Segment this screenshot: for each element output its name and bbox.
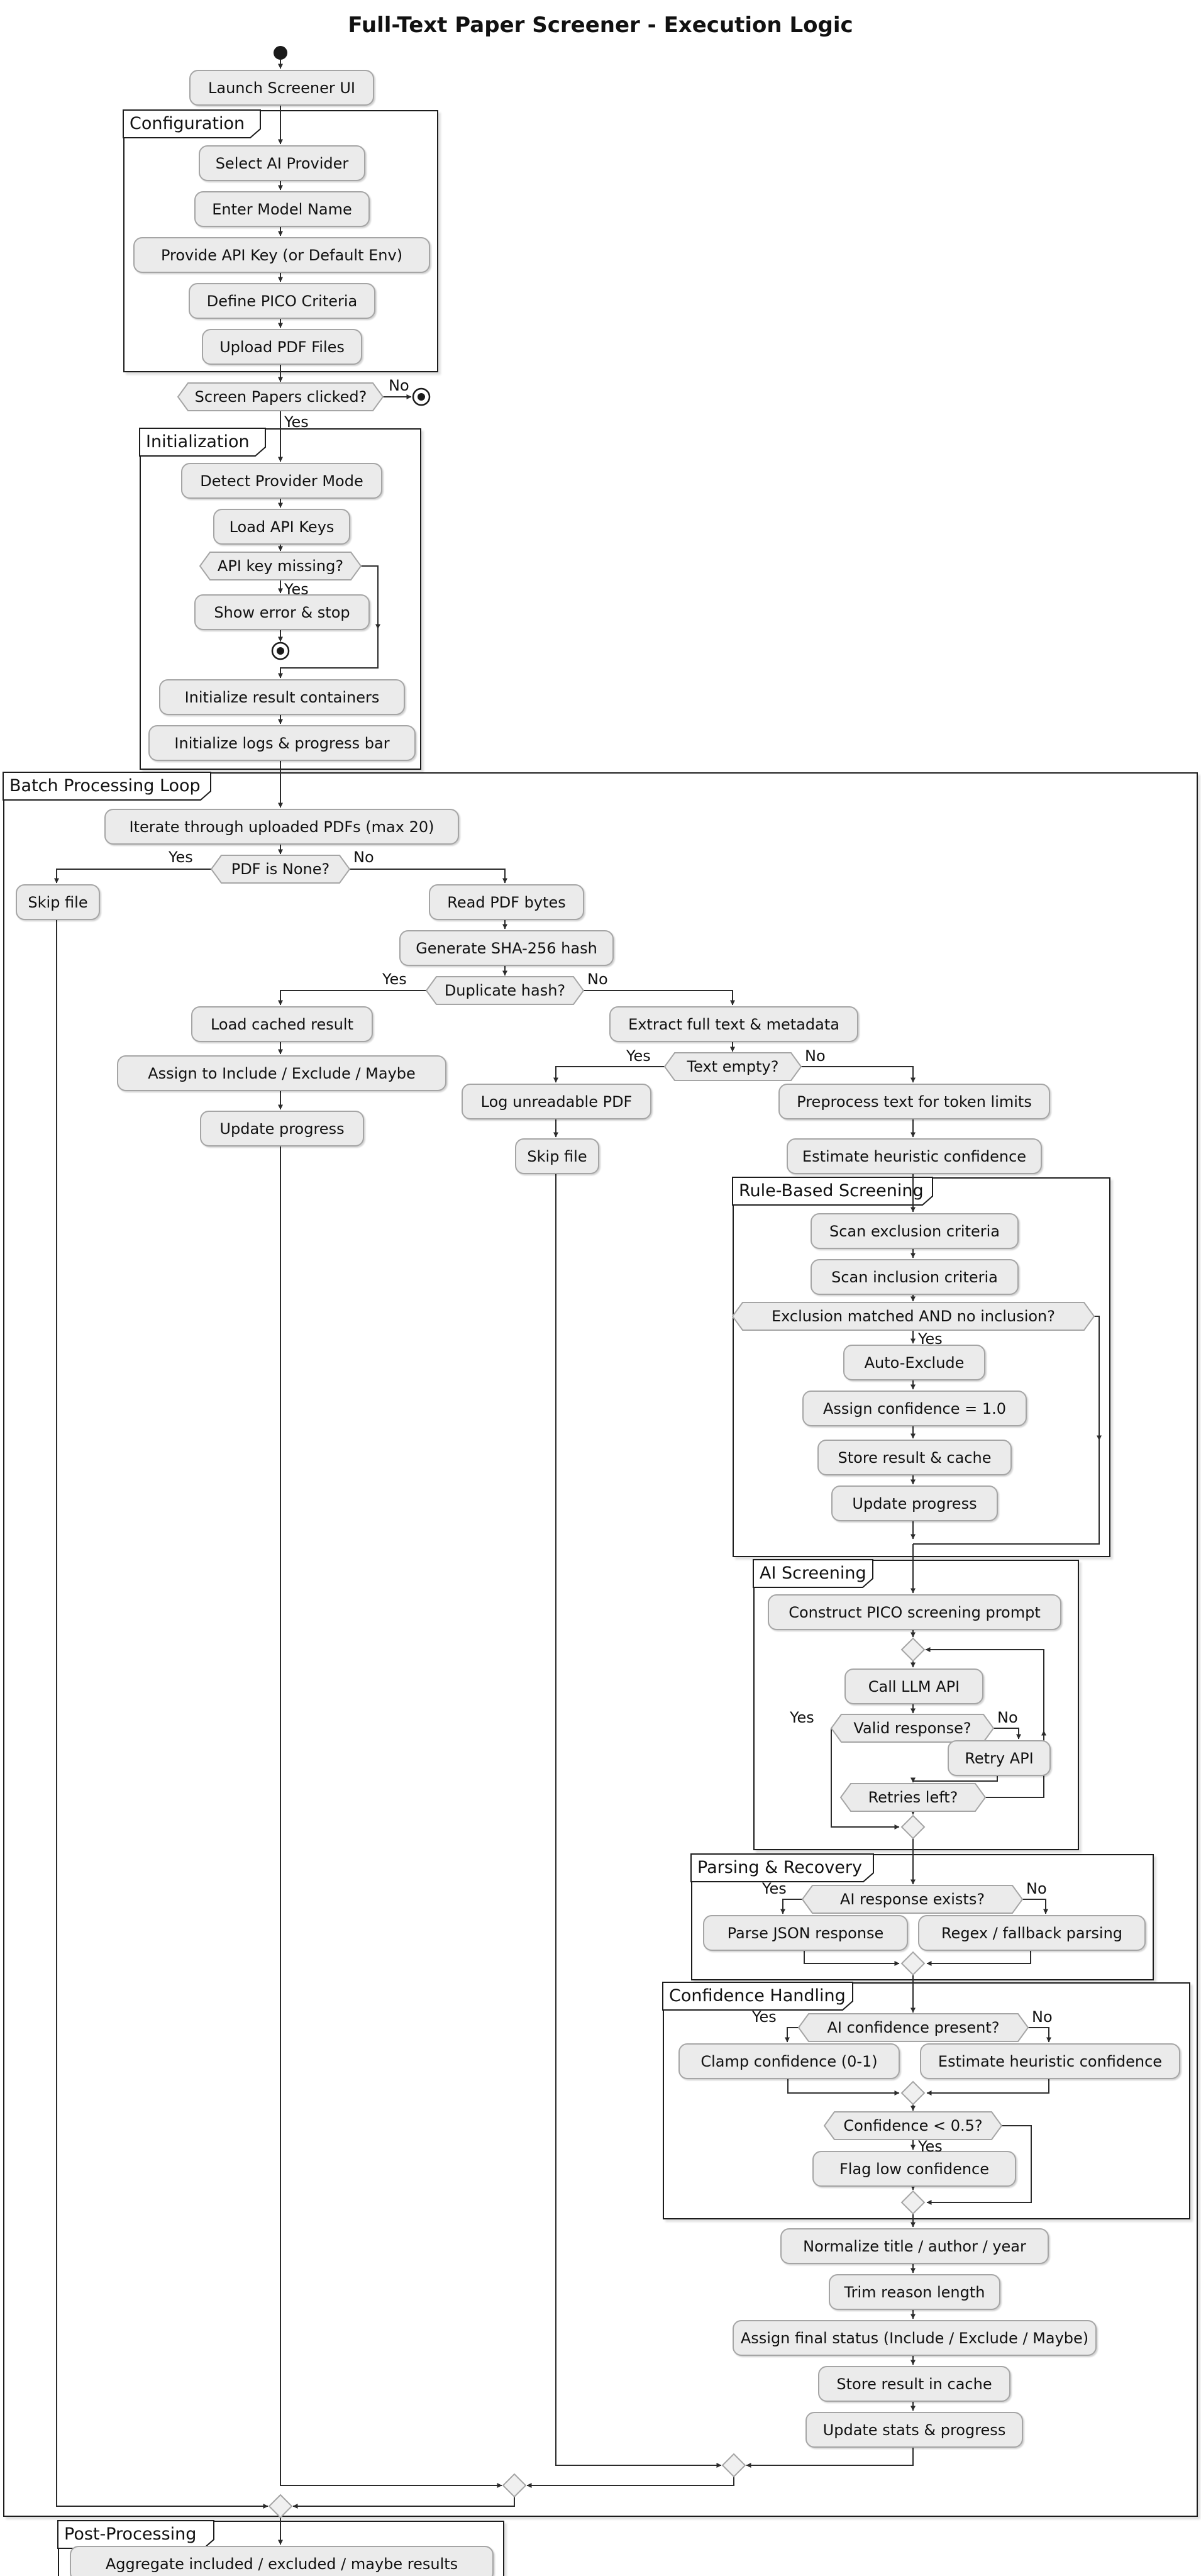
activity-generate-sha256: Generate SHA-256 hash	[399, 930, 614, 966]
activity-read-pdf-bytes: Read PDF bytes	[429, 884, 584, 920]
activity-detect-provider-mode: Detect Provider Mode	[181, 463, 382, 499]
activity-construct-pico-prompt: Construct PICO screening prompt	[768, 1594, 1061, 1630]
edge-label-no-text-empty: No	[805, 1047, 826, 1065]
activity-normalize-title-author-year: Normalize title / author / year	[780, 2228, 1049, 2264]
activity-log-unreadable-pdf: Log unreadable PDF	[462, 1084, 651, 1119]
activity-init-result-containers: Initialize result containers	[159, 679, 405, 715]
activity-update-stats-progress: Update stats & progress	[805, 2412, 1023, 2448]
activity-upload-pdf-files: Upload PDF Files	[202, 329, 362, 365]
activity-load-api-keys: Load API Keys	[213, 509, 350, 545]
partition-label-ai-screening: AI Screening	[760, 1563, 866, 1583]
edge-label-no-valid: No	[997, 1709, 1018, 1726]
merge-diamond-bottom-middle	[503, 2474, 526, 2497]
activity-assign-final-status: Assign final status (Include / Exclude / Maybe)	[733, 2320, 1097, 2356]
activity-store-result-in-cache: Store result in cache	[818, 2366, 1010, 2402]
edge-label-no-pdf-none: No	[353, 848, 374, 866]
partition-label-initialization: Initialization	[146, 432, 250, 452]
activity-retry-api: Retry API	[948, 1740, 1051, 1776]
activity-enter-model-name: Enter Model Name	[194, 191, 370, 227]
activity-launch-screener-ui: Launch Screener UI	[189, 70, 374, 106]
partition-label-batch-processing-loop: Batch Processing Loop	[9, 776, 201, 796]
decision-exclusion-matched: Exclusion matched AND no inclusion?	[771, 1307, 1055, 1325]
activity-call-llm-api: Call LLM API	[844, 1668, 983, 1704]
edge-label-no-duplicate: No	[587, 970, 608, 988]
activity-update-progress-rule: Update progress	[831, 1485, 998, 1521]
decision-text-empty: Text empty?	[687, 1058, 779, 1075]
activity-aggregate-results: Aggregate included / excluded / maybe results	[70, 2546, 494, 2576]
edge-label-yes-screen: Yes	[284, 413, 309, 431]
activity-scan-exclusion-criteria: Scan exclusion criteria	[811, 1213, 1019, 1249]
activity-auto-exclude: Auto-Exclude	[843, 1345, 985, 1380]
activity-provide-api-key: Provide API Key (or Default Env)	[133, 237, 430, 273]
edge-label-no-ai-confidence: No	[1032, 2008, 1053, 2026]
activity-estimate-heuristic-confidence-2: Estimate heuristic confidence	[920, 2043, 1180, 2079]
partition-label-confidence-handling: Confidence Handling	[669, 1986, 846, 2006]
activity-clamp-confidence: Clamp confidence (0-1)	[678, 2043, 900, 2079]
activity-select-ai-provider: Select AI Provider	[199, 145, 365, 181]
edge-label-yes-text-empty: Yes	[626, 1047, 651, 1065]
edge-label-yes-exclusion: Yes	[918, 1330, 943, 1348]
activity-trim-reason-length: Trim reason length	[829, 2274, 1000, 2310]
merge-diamond-bottom-right	[722, 2454, 745, 2477]
decision-duplicate-hash: Duplicate hash?	[444, 982, 566, 999]
edge-label-no-ai-response: No	[1026, 1880, 1047, 1897]
edge-label-yes-valid: Yes	[790, 1709, 814, 1726]
decision-api-key-missing: API key missing?	[217, 557, 344, 575]
edge-label-no-screen: No	[389, 377, 409, 394]
start-node	[274, 46, 287, 60]
merge-diamond-valid-retries	[902, 1816, 924, 1838]
decision-ai-response-exists: AI response exists?	[839, 1890, 985, 1908]
decision-screen-papers-clicked: Screen Papers clicked?	[194, 388, 367, 406]
decision-confidence-low: Confidence < 0.5?	[843, 2117, 983, 2135]
partition-label-parsing-recovery: Parsing & Recovery	[697, 1858, 862, 1877]
decision-pdf-is-none: PDF is None?	[231, 860, 330, 878]
end-node-no-screen	[413, 389, 429, 405]
activity-flag-low-confidence: Flag low confidence	[812, 2151, 1016, 2187]
activity-regex-fallback-parsing: Regex / fallback parsing	[918, 1915, 1146, 1951]
merge-diamond-parsing	[902, 1952, 924, 1975]
activity-preprocess-token-limits: Preprocess text for token limits	[778, 1084, 1050, 1119]
partition-label-rule-based-screening: Rule-Based Screening	[739, 1181, 924, 1201]
edge-label-yes-ai-confidence: Yes	[752, 2008, 777, 2026]
activity-show-error-stop: Show error & stop	[194, 594, 370, 630]
end-node-missing-key	[272, 643, 289, 659]
activity-extract-text-metadata: Extract full text & metadata	[609, 1006, 858, 1042]
diagram-title: Full-Text Paper Screener - Execution Logic	[348, 13, 853, 38]
merge-diamond-llm-loop	[902, 1638, 924, 1661]
activity-store-result-cache: Store result & cache	[817, 1440, 1012, 1475]
decision-ai-confidence-present: AI confidence present?	[827, 2019, 1000, 2036]
partition-label-configuration: Configuration	[130, 114, 245, 133]
edge-label-yes-low-confidence: Yes	[918, 2138, 943, 2155]
edge-label-yes-ai-response: Yes	[762, 1880, 787, 1897]
partition-label-post-processing: Post-Processing	[64, 2524, 197, 2544]
decision-retries-left: Retries left?	[868, 1789, 958, 1806]
activity-scan-inclusion-criteria: Scan inclusion criteria	[811, 1259, 1019, 1295]
activity-skip-file-none: Skip file	[16, 884, 100, 920]
activity-skip-file-unreadable: Skip file	[515, 1138, 599, 1174]
merge-diamond-bottom-left	[269, 2495, 292, 2518]
edge-label-yes-duplicate: Yes	[382, 970, 407, 988]
edge-label-yes-pdf-none: Yes	[169, 848, 193, 866]
activity-load-cached-result: Load cached result	[191, 1006, 373, 1042]
activity-update-progress-cached: Update progress	[200, 1111, 364, 1146]
activity-init-logs-progress: Initialize logs & progress bar	[148, 725, 416, 761]
activity-iterate-pdfs: Iterate through uploaded PDFs (max 20)	[104, 809, 459, 845]
activity-parse-json-response: Parse JSON response	[703, 1915, 908, 1951]
activity-define-pico-criteria: Define PICO Criteria	[189, 283, 375, 319]
decision-valid-response: Valid response?	[853, 1719, 971, 1737]
activity-assign-confidence-1: Assign confidence = 1.0	[802, 1391, 1027, 1426]
edge-label-yes-key-missing: Yes	[284, 580, 309, 598]
merge-diamond-low-confidence	[902, 2191, 924, 2214]
activity-assign-include-exclude-maybe: Assign to Include / Exclude / Maybe	[117, 1055, 446, 1091]
activity-estimate-heuristic-confidence-1: Estimate heuristic confidence	[787, 1138, 1042, 1174]
merge-diamond-confidence	[902, 2082, 924, 2104]
